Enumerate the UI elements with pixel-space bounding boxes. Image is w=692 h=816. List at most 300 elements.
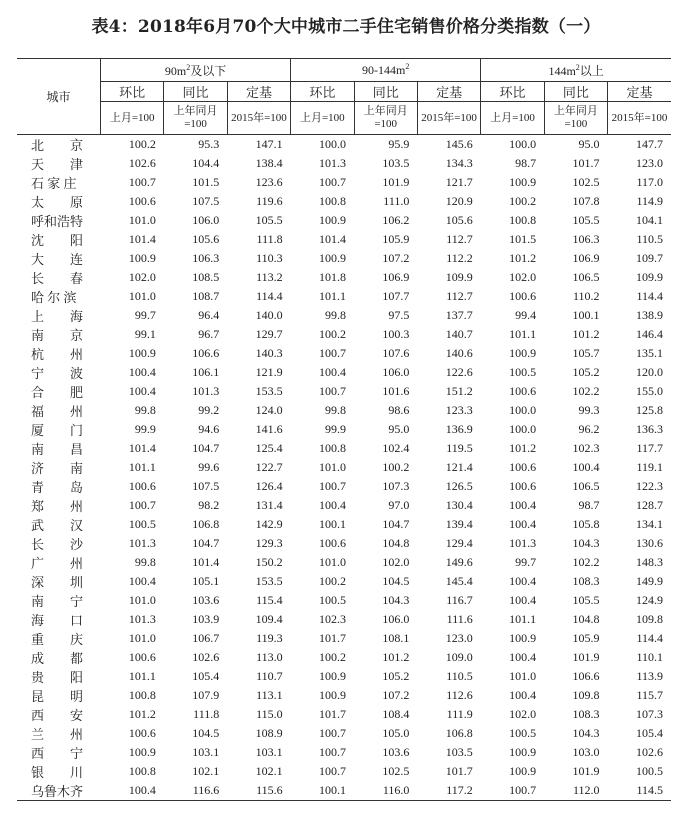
value-cell: 101.0 xyxy=(128,289,156,303)
value-cell: 105.9 xyxy=(572,631,600,645)
table-row xyxy=(17,686,671,705)
table-row xyxy=(17,458,671,477)
value-cell: 138.9 xyxy=(636,308,663,322)
value-cell: 102.3 xyxy=(319,612,347,626)
value-cell: 155.0 xyxy=(636,384,663,398)
value-cell: 100.8 xyxy=(319,194,347,208)
value-cell: 113.0 xyxy=(256,650,283,664)
value-cell: 101.0 xyxy=(509,669,537,683)
value-cell: 100.7 xyxy=(319,764,347,778)
city-cell: 贵 阳 xyxy=(31,670,84,685)
value-cell: 101.7 xyxy=(445,764,473,778)
city-cell: 太 原 xyxy=(31,195,84,210)
value-cell: 115.6 xyxy=(227,781,290,801)
value-cell: 98.7 xyxy=(515,156,537,170)
city-cell: 长 春 xyxy=(31,271,84,286)
value-cell: 105.4 xyxy=(636,726,663,740)
value-cell: 100.4 xyxy=(509,498,537,512)
value-cell: 100.6 xyxy=(509,479,537,493)
table-row xyxy=(17,135,671,155)
value-cell: 100.5 xyxy=(509,726,537,740)
table-row xyxy=(17,743,671,762)
value-cell: 130.6 xyxy=(636,536,663,550)
value-cell: 94.6 xyxy=(198,422,220,436)
value-cell: 102.5 xyxy=(382,764,410,778)
value-cell: 116.0 xyxy=(354,781,417,801)
value-cell: 115.7 xyxy=(636,688,663,702)
value-cell: 107.3 xyxy=(636,707,663,721)
value-cell: 116.7 xyxy=(446,593,473,607)
value-cell: 104.7 xyxy=(192,441,220,455)
value-cell: 140.0 xyxy=(255,308,283,322)
value-cell: 102.1 xyxy=(192,764,220,778)
value-cell: 101.9 xyxy=(572,650,600,664)
value-cell: 97.0 xyxy=(388,498,410,512)
value-cell: 140.3 xyxy=(255,346,283,360)
value-cell: 142.9 xyxy=(255,517,283,531)
value-cell: 101.2 xyxy=(509,251,537,265)
value-cell: 136.9 xyxy=(445,422,473,436)
value-cell: 150.2 xyxy=(255,555,283,569)
table-row xyxy=(17,781,671,801)
metric-header-yoy: 同比 xyxy=(164,82,227,102)
value-cell: 107.6 xyxy=(382,346,410,360)
value-cell: 122.6 xyxy=(445,365,473,379)
value-cell: 137.7 xyxy=(445,308,473,322)
value-cell: 111.8 xyxy=(256,232,283,246)
city-cell: 海 口 xyxy=(31,613,84,628)
value-cell: 112.2 xyxy=(446,251,473,265)
value-cell: 151.2 xyxy=(445,384,473,398)
value-cell: 99.3 xyxy=(578,403,600,417)
value-cell: 123.6 xyxy=(255,175,283,189)
value-cell: 101.3 xyxy=(128,612,156,626)
value-cell: 105.2 xyxy=(572,365,600,379)
value-cell: 107.8 xyxy=(572,194,600,208)
table-row xyxy=(17,154,671,173)
value-cell: 104.7 xyxy=(382,517,410,531)
value-cell: 101.3 xyxy=(192,384,220,398)
value-cell: 117.2 xyxy=(417,781,480,801)
value-cell: 103.9 xyxy=(192,612,220,626)
value-cell: 111.0 xyxy=(383,194,410,208)
metric-header-fixed: 定基 xyxy=(227,82,290,102)
value-cell: 121.7 xyxy=(445,175,473,189)
value-cell: 108.5 xyxy=(192,270,220,284)
value-cell: 109.4 xyxy=(255,612,283,626)
value-cell: 153.5 xyxy=(255,574,283,588)
value-cell: 100.4 xyxy=(101,781,164,801)
value-cell: 101.0 xyxy=(319,460,347,474)
value-cell: 108.3 xyxy=(572,707,600,721)
value-cell: 100.5 xyxy=(636,764,663,778)
city-cell: 南 昌 xyxy=(31,442,84,457)
value-cell: 109.9 xyxy=(636,270,663,284)
value-cell: 145.6 xyxy=(445,137,473,151)
value-cell: 100.9 xyxy=(128,251,156,265)
value-cell: 108.7 xyxy=(192,289,220,303)
value-cell: 117.7 xyxy=(636,441,663,455)
value-cell: 99.9 xyxy=(134,422,156,436)
value-cell: 102.6 xyxy=(128,156,156,170)
table-row xyxy=(17,553,671,572)
value-cell: 100.6 xyxy=(509,384,537,398)
value-cell: 120.9 xyxy=(445,194,473,208)
value-cell: 104.3 xyxy=(572,536,600,550)
value-cell: 100.7 xyxy=(319,479,347,493)
value-cell: 105.5 xyxy=(572,213,600,227)
value-cell: 117.0 xyxy=(636,175,663,189)
value-cell: 120.0 xyxy=(636,365,663,379)
value-cell: 100.6 xyxy=(128,479,156,493)
value-cell: 110.5 xyxy=(446,669,473,683)
value-cell: 100.6 xyxy=(128,726,156,740)
value-cell: 101.4 xyxy=(128,441,156,455)
base-header-prev-year: 上年同月=100 xyxy=(164,102,227,135)
value-cell: 100.1 xyxy=(291,781,354,801)
value-cell: 102.6 xyxy=(636,745,663,759)
value-cell: 105.7 xyxy=(572,346,600,360)
header-row-metrics xyxy=(17,82,671,102)
city-cell: 济 南 xyxy=(31,461,84,476)
value-cell: 101.0 xyxy=(128,213,156,227)
value-cell: 100.7 xyxy=(481,781,544,801)
metric-header-mom: 环比 xyxy=(101,82,164,102)
value-cell: 119.6 xyxy=(256,194,283,208)
city-cell: 南 宁 xyxy=(31,594,84,609)
city-cell: 长 沙 xyxy=(31,537,84,552)
city-cell: 昆 明 xyxy=(31,689,84,704)
value-cell: 105.4 xyxy=(192,669,220,683)
value-cell: 105.6 xyxy=(192,232,220,246)
value-cell: 106.9 xyxy=(572,251,600,265)
city-cell: 深 圳 xyxy=(31,575,84,590)
table-row xyxy=(17,705,671,724)
value-cell: 109.9 xyxy=(445,270,473,284)
value-cell: 100.6 xyxy=(509,460,537,474)
value-cell: 100.5 xyxy=(319,593,347,607)
value-cell: 106.5 xyxy=(572,270,600,284)
value-cell: 100.8 xyxy=(509,213,537,227)
table-row xyxy=(17,192,671,211)
value-cell: 109.0 xyxy=(445,650,473,664)
metric-header-mom: 环比 xyxy=(291,82,354,102)
base-header-2015: 2015年=100 xyxy=(227,102,290,135)
value-cell: 114.4 xyxy=(636,289,663,303)
value-cell: 102.0 xyxy=(382,555,410,569)
base-header-prev-year: 上年同月=100 xyxy=(354,102,417,135)
city-cell: 石 家 庄 xyxy=(31,176,77,191)
value-cell: 107.5 xyxy=(192,194,220,208)
city-cell: 银 川 xyxy=(31,765,84,780)
value-cell: 101.2 xyxy=(509,441,537,455)
value-cell: 101.6 xyxy=(382,384,410,398)
value-cell: 134.1 xyxy=(636,517,663,531)
value-cell: 99.4 xyxy=(515,308,537,322)
city-cell: 宁 波 xyxy=(31,366,84,381)
table-row xyxy=(17,287,671,306)
value-cell: 100.9 xyxy=(319,213,347,227)
value-cell: 95.3 xyxy=(198,137,220,151)
value-cell: 101.4 xyxy=(128,232,156,246)
value-cell: 101.5 xyxy=(192,175,220,189)
value-cell: 106.3 xyxy=(572,232,600,246)
value-cell: 122.7 xyxy=(255,460,283,474)
city-cell: 西 安 xyxy=(31,708,84,723)
city-cell: 兰 州 xyxy=(31,727,84,742)
value-cell: 110.5 xyxy=(636,232,663,246)
value-cell: 101.8 xyxy=(319,270,347,284)
value-cell: 98.7 xyxy=(578,498,600,512)
value-cell: 126.5 xyxy=(445,479,473,493)
header-row-groups xyxy=(17,59,671,82)
value-cell: 99.1 xyxy=(134,327,156,341)
value-cell: 106.2 xyxy=(382,213,410,227)
value-cell: 112.0 xyxy=(544,781,607,801)
value-cell: 147.7 xyxy=(636,137,663,151)
value-cell: 101.3 xyxy=(509,536,537,550)
value-cell: 123.0 xyxy=(445,631,473,645)
value-cell: 102.0 xyxy=(128,270,156,284)
value-cell: 101.7 xyxy=(572,156,600,170)
value-cell: 135.1 xyxy=(636,346,663,360)
metric-header-yoy: 同比 xyxy=(544,82,607,102)
value-cell: 145.4 xyxy=(445,574,473,588)
value-cell: 101.1 xyxy=(128,669,156,683)
value-cell: 100.2 xyxy=(509,194,537,208)
value-cell: 114.4 xyxy=(636,631,663,645)
value-cell: 95.0 xyxy=(578,137,600,151)
value-cell: 123.0 xyxy=(636,156,663,170)
value-cell: 101.0 xyxy=(128,593,156,607)
value-cell: 100.7 xyxy=(319,726,347,740)
city-cell: 福 州 xyxy=(31,404,84,419)
city-cell: 沈 阳 xyxy=(31,233,84,248)
value-cell: 102.5 xyxy=(572,175,600,189)
city-cell: 成 都 xyxy=(31,651,84,666)
value-cell: 121.4 xyxy=(445,460,473,474)
table-row xyxy=(17,572,671,591)
group-header-small: $90m^2$及以下 xyxy=(101,59,291,82)
table-row xyxy=(17,591,671,610)
value-cell: 113.1 xyxy=(256,688,283,702)
value-cell: 113.9 xyxy=(636,669,663,683)
metric-header-fixed: 定基 xyxy=(608,82,671,102)
value-cell: 102.2 xyxy=(572,384,600,398)
value-cell: 108.1 xyxy=(382,631,410,645)
value-cell: 105.2 xyxy=(382,669,410,683)
city-cell: 武 汉 xyxy=(31,518,84,533)
value-cell: 106.9 xyxy=(382,270,410,284)
value-cell: 149.6 xyxy=(445,555,473,569)
value-cell: 100.4 xyxy=(509,650,537,664)
value-cell: 107.7 xyxy=(382,289,410,303)
table-row xyxy=(17,667,671,686)
base-header-prev-month: 上月=100 xyxy=(101,102,164,135)
table-row xyxy=(17,363,671,382)
value-cell: 101.7 xyxy=(319,707,347,721)
value-cell: 100.5 xyxy=(128,517,156,531)
metric-header-fixed: 定基 xyxy=(417,82,480,102)
value-cell: 100.3 xyxy=(382,327,410,341)
value-cell: 105.1 xyxy=(192,574,220,588)
value-cell: 101.0 xyxy=(128,631,156,645)
table-row xyxy=(17,724,671,743)
value-cell: 110.7 xyxy=(256,669,283,683)
value-cell: 112.7 xyxy=(446,232,473,246)
value-cell: 101.2 xyxy=(572,327,600,341)
value-cell: 105.6 xyxy=(445,213,473,227)
value-cell: 149.9 xyxy=(636,574,663,588)
city-cell: 大 连 xyxy=(31,252,84,267)
value-cell: 101.1 xyxy=(319,289,347,303)
city-cell: 青 岛 xyxy=(31,480,84,495)
value-cell: 104.8 xyxy=(572,612,600,626)
value-cell: 108.4 xyxy=(382,707,410,721)
table-row xyxy=(17,420,671,439)
value-cell: 104.3 xyxy=(572,726,600,740)
value-cell: 119.1 xyxy=(636,460,663,474)
value-cell: 129.4 xyxy=(445,536,473,550)
value-cell: 100.7 xyxy=(319,346,347,360)
table-row xyxy=(17,648,671,667)
value-cell: 124.0 xyxy=(255,403,283,417)
city-cell: 哈 尔 滨 xyxy=(31,290,77,305)
city-cell: 西 宁 xyxy=(31,746,84,761)
value-cell: 115.0 xyxy=(256,707,283,721)
value-cell: 124.9 xyxy=(636,593,663,607)
value-cell: 125.8 xyxy=(636,403,663,417)
value-cell: 100.7 xyxy=(319,384,347,398)
value-cell: 131.4 xyxy=(255,498,283,512)
value-cell: 95.0 xyxy=(388,422,410,436)
value-cell: 98.6 xyxy=(388,403,410,417)
value-cell: 104.3 xyxy=(382,593,410,607)
group-header-large: $144m^2$以上 xyxy=(481,59,671,82)
value-cell: 126.4 xyxy=(255,479,283,493)
city-cell: 南 京 xyxy=(31,328,84,343)
value-cell: 105.8 xyxy=(572,517,600,531)
value-cell: 100.1 xyxy=(319,517,347,531)
value-cell: 102.6 xyxy=(192,650,220,664)
value-cell: 102.3 xyxy=(572,441,600,455)
value-cell: 108.9 xyxy=(255,726,283,740)
value-cell: 147.1 xyxy=(255,137,283,151)
value-cell: 100.9 xyxy=(509,745,537,759)
table-body xyxy=(17,135,671,801)
value-cell: 100.7 xyxy=(319,175,347,189)
value-cell: 99.8 xyxy=(134,403,156,417)
table-row xyxy=(17,268,671,287)
value-cell: 100.0 xyxy=(509,422,537,436)
value-cell: 106.6 xyxy=(192,346,220,360)
value-cell: 139.4 xyxy=(445,517,473,531)
city-cell: 广 州 xyxy=(31,556,84,571)
value-cell: 105.0 xyxy=(382,726,410,740)
value-cell: 114.5 xyxy=(608,781,671,801)
value-cell: 100.2 xyxy=(319,650,347,664)
value-cell: 115.4 xyxy=(256,593,283,607)
value-cell: 100.9 xyxy=(319,251,347,265)
value-cell: 100.4 xyxy=(128,574,156,588)
value-cell: 103.1 xyxy=(192,745,220,759)
city-column-header: 城市 xyxy=(17,59,101,135)
value-cell: 96.4 xyxy=(198,308,220,322)
table-row xyxy=(17,477,671,496)
price-index-table xyxy=(17,58,671,801)
value-cell: 121.9 xyxy=(255,365,283,379)
table-row xyxy=(17,211,671,230)
value-cell: 119.3 xyxy=(256,631,283,645)
value-cell: 141.6 xyxy=(255,422,283,436)
table-row xyxy=(17,306,671,325)
value-cell: 100.6 xyxy=(128,650,156,664)
value-cell: 111.9 xyxy=(446,707,473,721)
table-row xyxy=(17,230,671,249)
value-cell: 103.6 xyxy=(192,593,220,607)
value-cell: 106.0 xyxy=(192,213,220,227)
value-cell: 100.5 xyxy=(509,365,537,379)
value-cell: 108.3 xyxy=(572,574,600,588)
value-cell: 101.1 xyxy=(128,460,156,474)
table-row xyxy=(17,439,671,458)
base-header-2015: 2015年=100 xyxy=(608,102,671,135)
value-cell: 102.0 xyxy=(509,270,537,284)
value-cell: 100.7 xyxy=(128,175,156,189)
value-cell: 100.4 xyxy=(509,517,537,531)
value-cell: 100.8 xyxy=(128,764,156,778)
value-cell: 130.4 xyxy=(445,498,473,512)
value-cell: 99.8 xyxy=(325,403,347,417)
table-row xyxy=(17,173,671,192)
value-cell: 102.1 xyxy=(255,764,283,778)
value-cell: 107.2 xyxy=(382,688,410,702)
city-cell: 重 庆 xyxy=(31,632,84,647)
group-header-medium: $90-144m^2$ xyxy=(291,59,481,82)
value-cell: 129.3 xyxy=(255,536,283,550)
value-cell: 100.0 xyxy=(509,403,537,417)
value-cell: 100.9 xyxy=(128,346,156,360)
value-cell: 100.4 xyxy=(128,384,156,398)
city-cell: 呼和浩特 xyxy=(31,214,84,229)
value-cell: 136.3 xyxy=(636,422,663,436)
table-row xyxy=(17,515,671,534)
value-cell: 100.2 xyxy=(319,574,347,588)
value-cell: 100.2 xyxy=(319,327,347,341)
value-cell: 111.8 xyxy=(193,707,220,721)
value-cell: 101.3 xyxy=(128,536,156,550)
value-cell: 99.8 xyxy=(325,308,347,322)
value-cell: 100.4 xyxy=(509,593,537,607)
value-cell: 123.3 xyxy=(445,403,473,417)
value-cell: 100.6 xyxy=(319,536,347,550)
value-cell: 104.7 xyxy=(192,536,220,550)
value-cell: 106.8 xyxy=(445,726,473,740)
value-cell: 100.4 xyxy=(128,365,156,379)
value-cell: 101.5 xyxy=(509,232,537,246)
value-cell: 100.1 xyxy=(572,308,600,322)
value-cell: 148.3 xyxy=(636,555,663,569)
value-cell: 101.1 xyxy=(509,612,537,626)
value-cell: 104.5 xyxy=(382,574,410,588)
value-cell: 102.2 xyxy=(572,555,600,569)
value-cell: 153.5 xyxy=(255,384,283,398)
city-cell: 厦 门 xyxy=(31,423,84,438)
value-cell: 106.0 xyxy=(382,612,410,626)
value-cell: 112.6 xyxy=(446,688,473,702)
value-cell: 106.0 xyxy=(382,365,410,379)
value-cell: 100.9 xyxy=(509,631,537,645)
